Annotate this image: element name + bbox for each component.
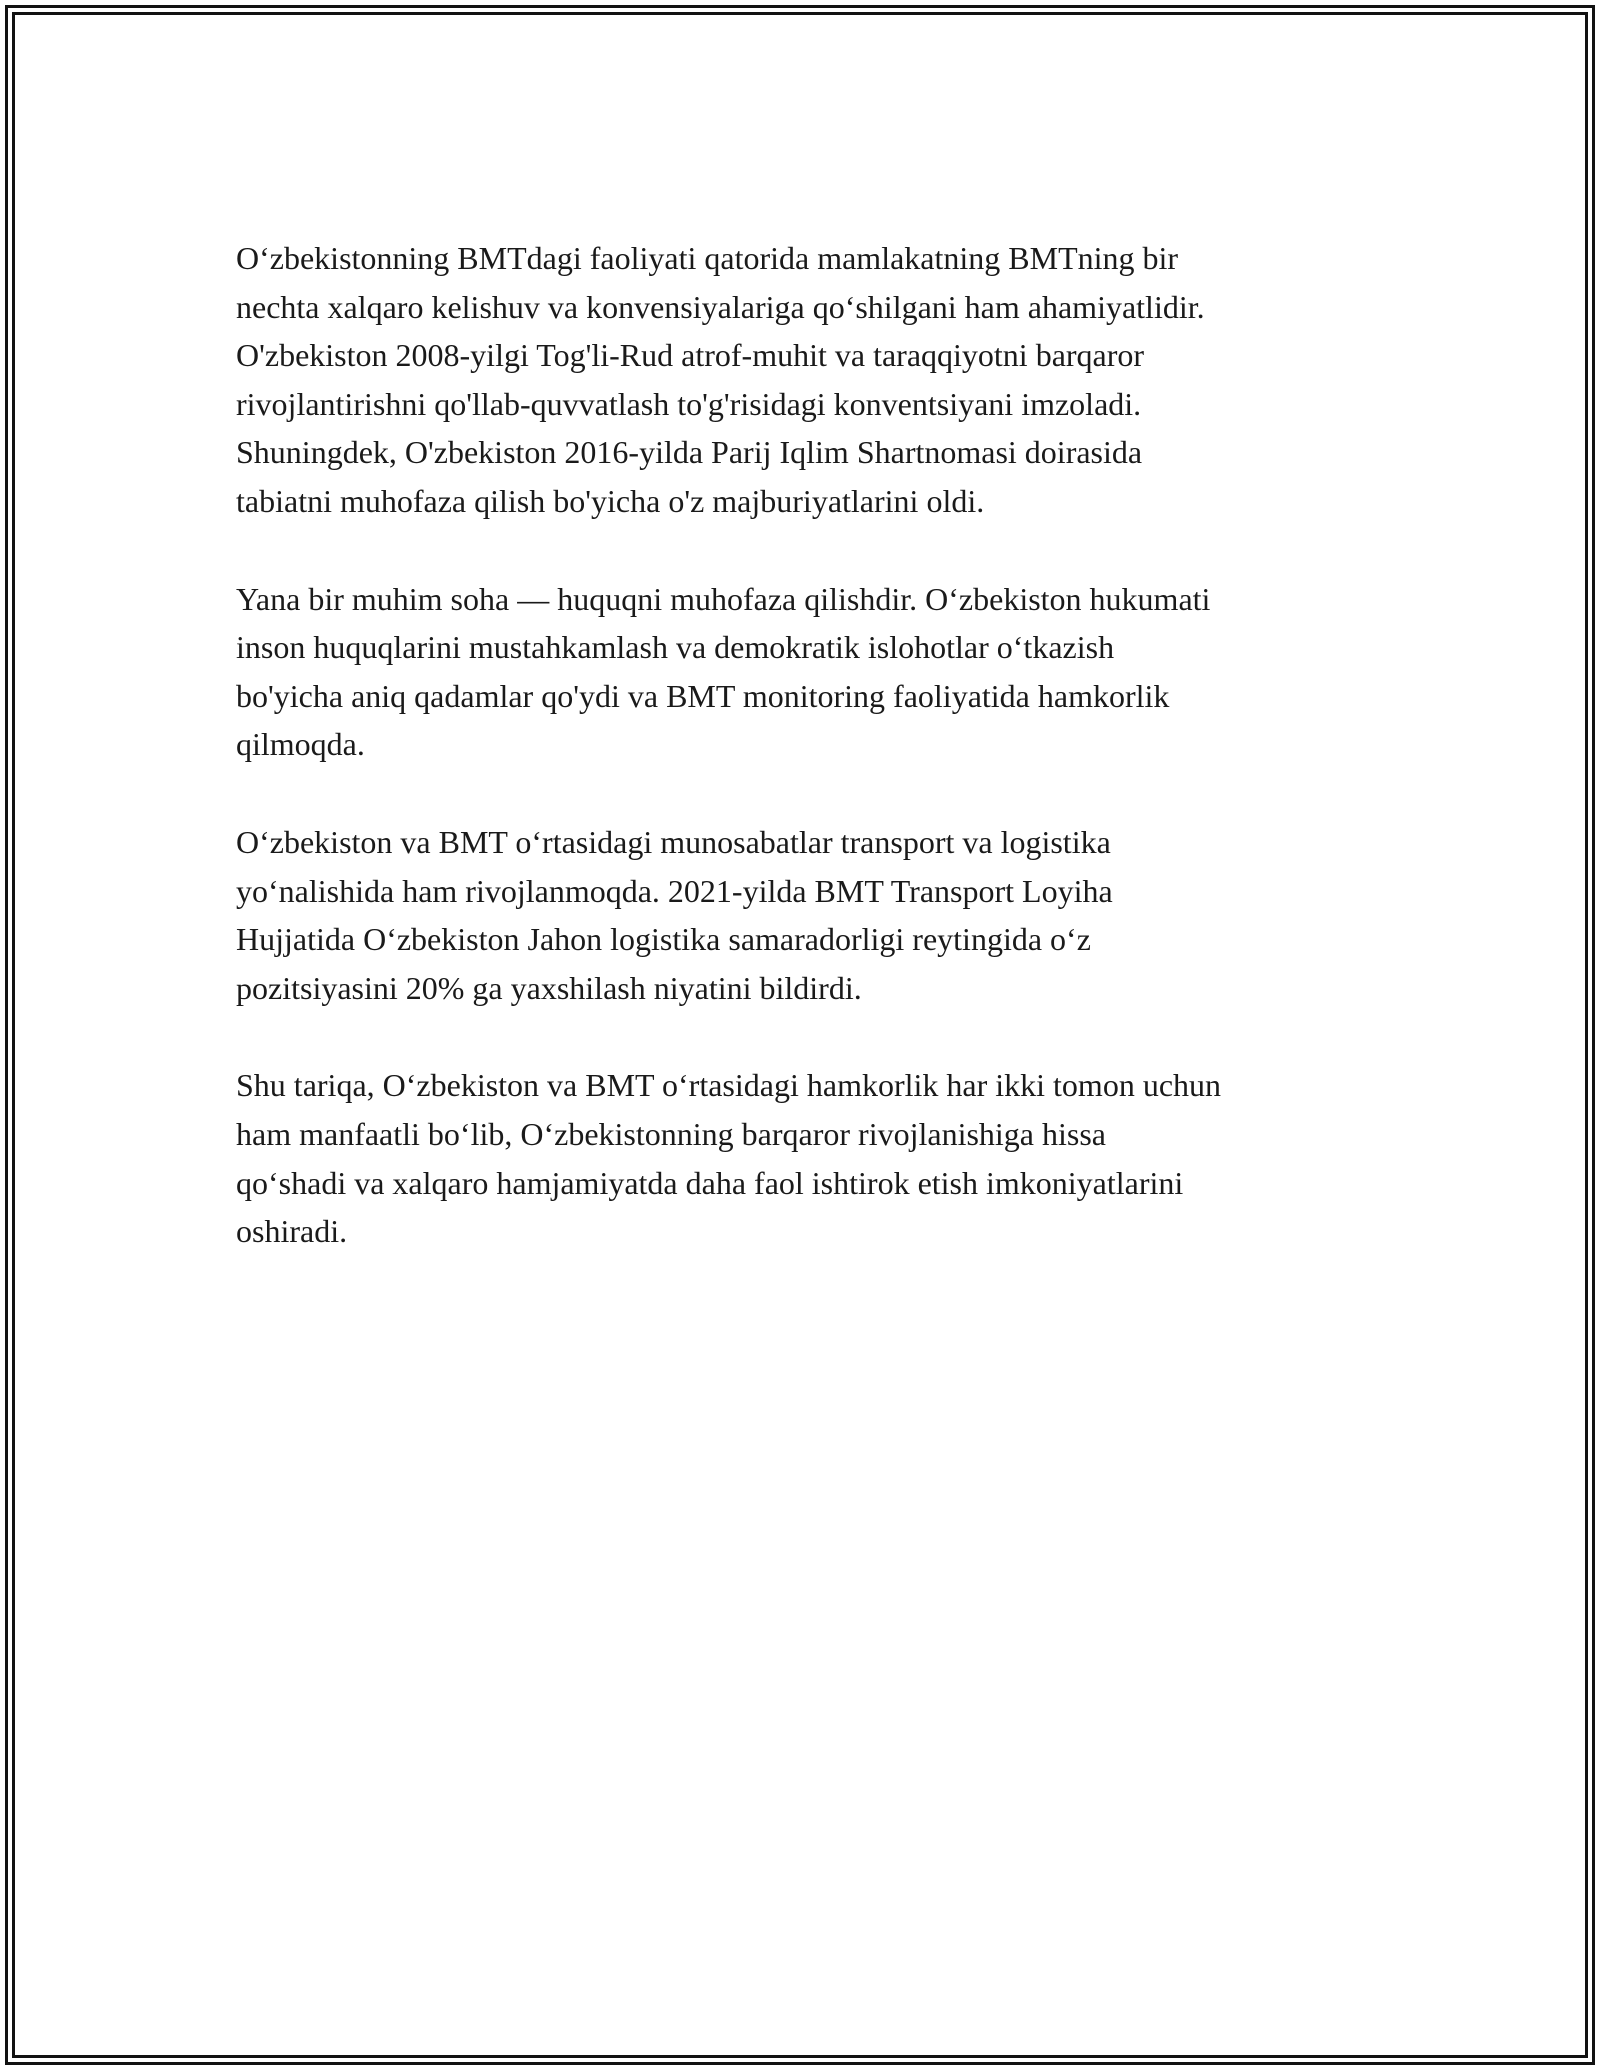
paragraph-line: O‘zbekiston va BMT o‘rtasidagi munosabatlar transport va logistika [236, 823, 1111, 860]
paragraph-line: qo‘shadi va xalqaro hamjamiyatda daha faol ishtirok etish imkoniyatlarini [236, 1164, 1184, 1201]
paragraph-line: Yana bir muhim soha — huquqni muhofaza qilishdir. O‘zbekiston hukumati [236, 580, 1211, 617]
paragraph-line: bo'yicha aniq qadamlar qo'ydi va BMT monitoring faoliyatida hamkorlik [236, 677, 1170, 714]
paragraph-line: qilmoqda. [236, 726, 365, 763]
paragraph-line: Shuningdek, O'zbekiston 2016-yilda Parij Iqlim Shartnomasi doirasida [236, 434, 1143, 471]
paragraph-1 [236, 234, 1376, 526]
paragraph-line: pozitsiyasini 20% ga yaxshilash niyatini bildirdi. [236, 969, 862, 1006]
paragraph-line: Hujjatida O‘zbekiston Jahon logistika samaradorligi reytingida o‘z [236, 921, 1091, 958]
paragraph-line: rivojlantirishni qo'llab-quvvatlash to'g'risidagi konventsiyani imzoladi. [236, 385, 1142, 422]
paragraph-line: Shu tariqa, O‘zbekiston va BMT o‘rtasidagi hamkorlik har ikki tomon uchun [236, 1067, 1222, 1104]
paragraph-line: ham manfaatli bo‘lib, O‘zbekistonning barqaror rivojlanishiga hissa [236, 1115, 1106, 1152]
paragraph-3 [236, 818, 1376, 1012]
paragraph-line: nechta xalqaro kelishuv va konvensiyalariga qo‘shilgani ham ahamiyatlidir. [236, 288, 1205, 325]
paragraph-line: O'zbekiston 2008-yilgi Tog'li-Rud atrof-muhit va taraqqiyotni barqaror [236, 337, 1145, 374]
paragraph-line: oshiradi. [236, 1213, 348, 1250]
paragraph-2 [236, 575, 1376, 769]
paragraph-4 [236, 1061, 1376, 1255]
paragraph-line: O‘zbekistonning BMTdagi faoliyati qatorida mamlakatning BMTning bir [236, 240, 1179, 276]
paragraph-line: yo‘nalishida ham rivojlanmoqda. 2021-yilda BMT Transport Loyiha [236, 872, 1113, 909]
paragraph-line: tabiatni muhofaza qilish bo'yicha o'z majburiyatlarini oldi. [236, 482, 985, 519]
document-body [236, 234, 1376, 1305]
paragraph-line: inson huquqlarini mustahkamlash va demokratik islohotlar o‘tkazish [236, 629, 1115, 666]
